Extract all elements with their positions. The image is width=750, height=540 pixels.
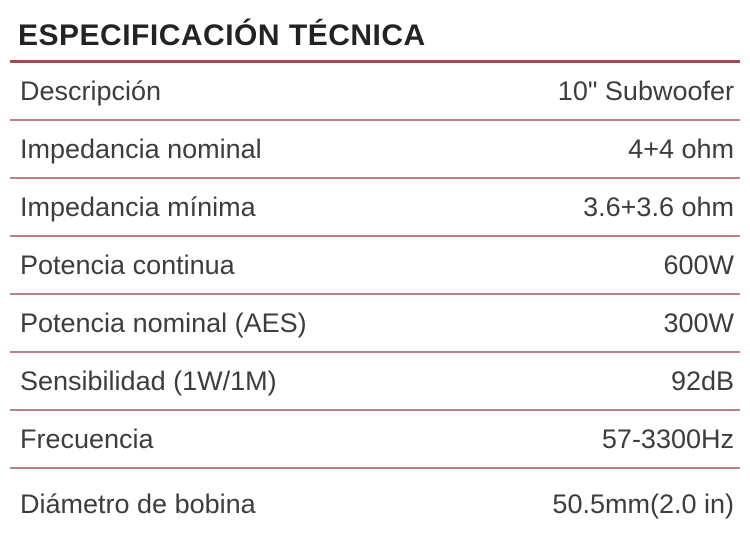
row-value: 92dB (670, 365, 734, 396)
table-row (10, 63, 740, 121)
row-label: Diámetro de bobina (20, 488, 256, 519)
row-value: 600W (663, 249, 734, 280)
row-label: Impedancia nominal (20, 133, 262, 164)
row-value: 4+4 ohm (628, 133, 734, 164)
row-value: 10" Subwoofer (557, 75, 734, 106)
row-label: Potencia continua (20, 249, 235, 280)
row-value: 50.5mm(2.0 in) (552, 488, 734, 519)
table-row (10, 179, 740, 237)
row-label: Descripción (20, 75, 162, 106)
row-label: Sensibilidad (1W/1M) (20, 365, 277, 396)
page-title: ESPECIFICACIÓN TÉCNICA (18, 19, 426, 52)
table-row (10, 295, 740, 353)
row-value: 57-3300Hz (601, 423, 734, 454)
row-label: Frecuencia (20, 423, 154, 454)
row-label: Potencia nominal (AES) (20, 307, 307, 338)
row-label: Impedancia mínima (20, 191, 256, 222)
title-block (10, 0, 740, 63)
row-value: 300W (663, 307, 734, 338)
table-row (10, 469, 740, 539)
table-row (10, 411, 740, 469)
row-value: 3.6+3.6 ohm (583, 191, 734, 222)
table-row (10, 353, 740, 411)
table-row (10, 237, 740, 295)
table-row (10, 121, 740, 179)
